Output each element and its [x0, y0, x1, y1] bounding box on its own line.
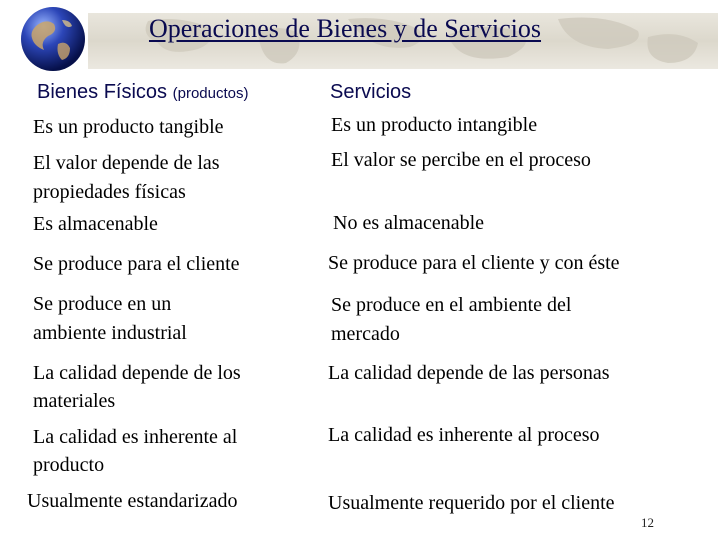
column-header-services: Servicios: [330, 81, 412, 103]
goods-row-tangible: Es un producto tangible: [33, 116, 224, 138]
services-row-produced-with-client: Se produce para el cliente y con éste: [328, 252, 620, 274]
page-number: 12: [641, 515, 654, 530]
goods-row-value-line2: propiedades físicas: [33, 181, 186, 203]
services-row-intangible: Es un producto intangible: [331, 114, 538, 136]
services-row-environment-line2: mercado: [331, 323, 400, 345]
services-row-quality: La calidad depende de las personas: [328, 362, 610, 384]
goods-row-environment-line1: Se produce en un: [33, 293, 172, 315]
goods-row-storable: Es almacenable: [33, 213, 158, 235]
globe-icon: [18, 4, 88, 79]
goods-row-quality-line2: materiales: [33, 390, 116, 412]
services-row-environment-line1: Se produce en el ambiente del: [331, 294, 572, 316]
services-row-client-required: Usualmente requerido por el cliente: [328, 492, 615, 514]
services-row-not-storable: No es almacenable: [333, 212, 485, 234]
column-header-goods-label: Bienes Físicos: [37, 81, 168, 103]
slide-title: Operaciones de Bienes y de Servicios: [148, 14, 542, 43]
services-row-inherent: La calidad es inherente al proceso: [328, 424, 600, 446]
services-row-value: El valor se percibe en el proceso: [331, 149, 591, 171]
goods-row-value-line1: El valor depende de las: [33, 152, 220, 174]
goods-row-standardized: Usualmente estandarizado: [27, 490, 238, 512]
column-header-goods: [37, 81, 249, 104]
goods-row-quality-line1: La calidad depende de los: [33, 362, 241, 384]
goods-row-produced-for-client: Se produce para el cliente: [33, 253, 240, 275]
column-header-goods-sublabel: (productos): [172, 85, 249, 102]
goods-row-inherent-line2: producto: [33, 454, 105, 476]
goods-row-inherent-line1: La calidad es inherente al: [33, 426, 238, 448]
goods-row-environment-line2: ambiente industrial: [33, 322, 187, 344]
